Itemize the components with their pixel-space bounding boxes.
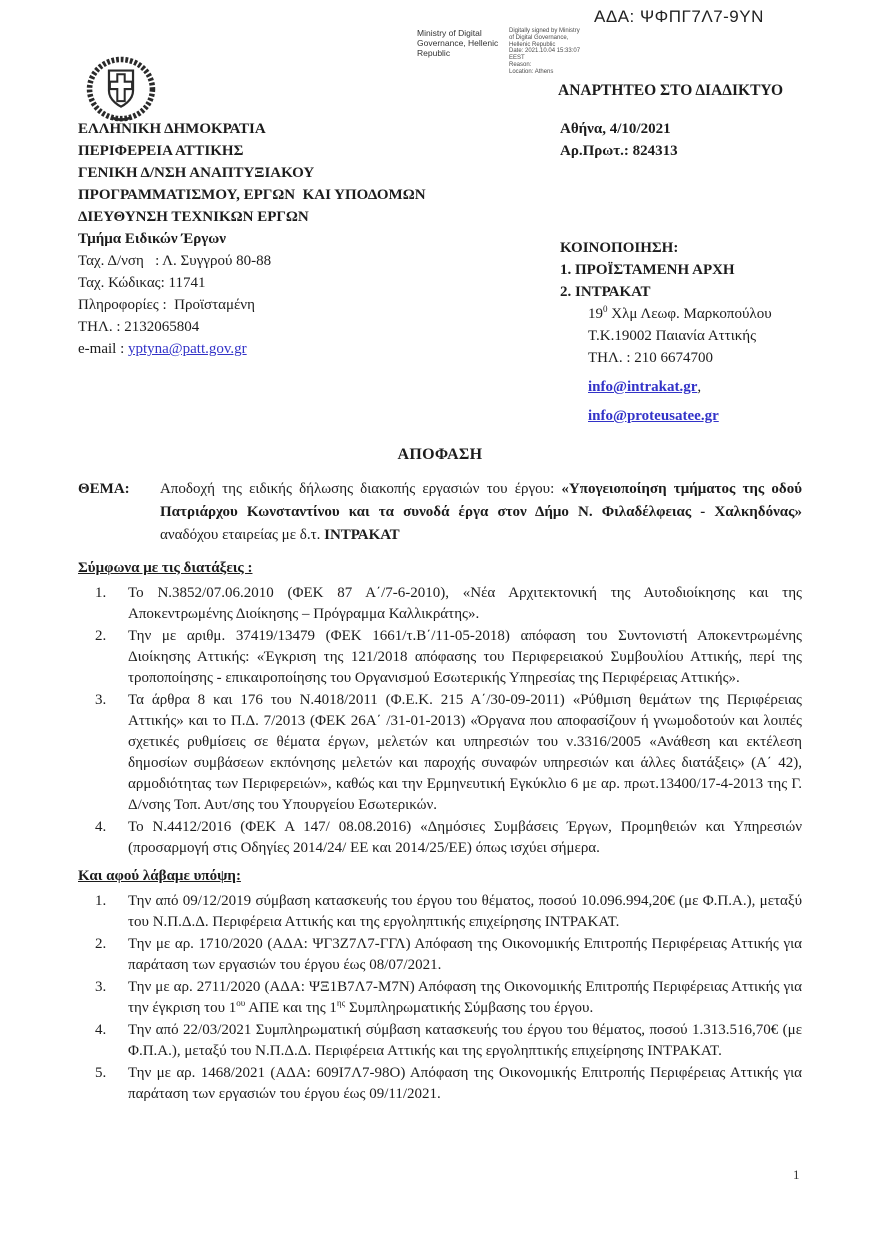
digital-signature-stamp bbox=[417, 28, 601, 76]
list-item: 1. Την από 09/12/2019 σύμβαση κατασκευής του έργου του θέματος, ποσού 10.096.994,20€ (με Φ.Π.Α.), μεταξύ του Ν.Π.Δ.Δ. Περιφέρεια Αττικής και της εργοληπτικής επιχείρησης ΙΝΤΡΑΚΑΤ. bbox=[95, 893, 802, 930]
subject-label: ΘΕΜΑ: bbox=[78, 481, 130, 497]
recipient-item: 1. ΠΡΟΪΣΤΑΜΕΝΗ ΑΡΧΗ bbox=[560, 262, 735, 278]
section2-heading: Και αφού λάβαμε υπόψη: bbox=[78, 868, 241, 884]
recipient-email-line bbox=[560, 405, 772, 427]
city-date: Αθήνα, 4/10/2021 bbox=[560, 121, 671, 137]
ada-code: ΑΔΑ: ΨΦΠΓ7Λ7-9ΥΝ bbox=[594, 7, 764, 26]
considerations-list bbox=[78, 891, 802, 1105]
signature-detail-line: Location: Athens bbox=[509, 68, 554, 75]
list-item: 5. Την με αρ. 1468/2021 (ΑΔΑ: 609Ι7Λ7-98Ο) Απόφαση της Οικονομικής Επιτροπής Περιφέρειας Αττικής για παράταση των εργασιών του έργου έως 09/11/2021. bbox=[95, 1065, 802, 1102]
subject-text: Αποδοχή της ειδικής δήλωσης διακοπής εργασιών του έργου: «Υπογειοποίηση τμήματος της οδού Πατριάρχου Κωνσταντίνου και τα συνοδά έργα στον Δήμο Ν. Φιλαδέλφειας - Χαλκηδόνας» αναδόχου εταιρείας με δ.τ. ΙΝΤΡΑΚΑΤ bbox=[160, 481, 803, 543]
recipient-email-line: info@intrakat.gr, bbox=[588, 379, 702, 395]
recipient-item: 2. ΙΝΤΡΑΚΑΤ bbox=[560, 284, 651, 300]
list-item: 3. Την με αρ. 2711/2020 (ΑΔΑ: ΨΞ1Β7Λ7-Μ7Ν) Απόφαση της Οικονομικής Επιτροπής Περιφέρειας Αττικής για την έγκριση του $1^{o\upsilon}$ ΑΠΕ και της $1^{\eta\varsigma}$ Συμπληρωματικής Σύμβασης του έργου. bbox=[95, 979, 802, 1016]
postal-code-line: Ταχ. Κώδικας: 11741 bbox=[78, 275, 206, 291]
recipients-block bbox=[560, 237, 772, 427]
email-line bbox=[78, 338, 426, 360]
main-content bbox=[78, 446, 802, 1107]
sender-email-link[interactable]: yptyna@patt.gov.gr bbox=[127, 341, 247, 357]
ordinal-superscript: 0 bbox=[603, 304, 608, 314]
legal-basis-list bbox=[78, 583, 802, 859]
date-protocol-block bbox=[560, 118, 678, 162]
decision-title: ΑΠΟΦΑΣΗ bbox=[397, 446, 483, 463]
internet-posting-label: ΑΝΑΡΤΗΤΕΟ ΣΤΟ ΔΙΑΔΙΚΤΥΟ bbox=[558, 82, 784, 99]
ordinal-superscript: ου bbox=[236, 998, 246, 1008]
org-line: ΔΙΕΥΘΥΝΣΗ ΤΕΧΝΙΚΩΝ ΕΡΓΩΝ bbox=[78, 209, 309, 225]
org-line: ΓΕΝΙΚΗ Δ/ΝΣΗ ΑΝΑΠΤΥΞΙΑΚΟΥ bbox=[78, 165, 315, 181]
proteus-email-link[interactable]: info@proteusatee.gr bbox=[588, 408, 719, 424]
email-label: e-mail : bbox=[78, 341, 128, 357]
list-item: 1. Το Ν.3852/07.06.2010 (ΦΕΚ 87 Α΄/7-6-2010), «Νέα Αρχιτεκτονική της Αυτοδιοίκησης και της Αποκεντρωμένης Διοίκησης – Πρόγραμμα Καλλικράτης». bbox=[95, 585, 802, 622]
phone-line: ΤΗΛ. : 2132065804 bbox=[78, 319, 200, 335]
org-line: ΠΕΡΙΦΕΡΕΙΑ ΑΤΤΙΚΗΣ bbox=[78, 143, 244, 159]
page-number: 1 bbox=[793, 1167, 800, 1182]
signature-detail-line: of Digital Governance, bbox=[509, 34, 569, 41]
list-item: 3. Τα άρθρα 8 και 176 του Ν.4018/2011 (Φ.Ε.Κ. 215 Α΄/30-09-2011) «Ρύθμιση θεμάτων της Περιφέρειας Αττικής» και το Π.Δ. 7/2013 (ΦΕΚ 26Α΄ /31-01-2013) «Όργανα που αποφασίζουν ή γνωμοδοτούν και λοιπές σχετικές ρυθμίσεις σε θέματα έργων, μελετών και υπηρεσιών του ν.3316/2005 «Ανάθεση και εκτέλεση δημοσίων συμβάσεων εκπόνησης μελετών και παροχής συναφών υπηρεσιών και άλλες διατάξεις» (Α΄ 42), αρμοδιότητας των Περιφερειών», καθώς και την Ερμηνευτική Εγκύκλιο 6 με αρ. πρωτ.13400/17-4-2013 της Γ. Δ/νσης Τοπ. Αυτ/σης του Υπουργείου Εσωτερικών. bbox=[95, 692, 802, 813]
sender-block bbox=[78, 118, 426, 360]
signature-detail-line: Digitally signed by Ministry bbox=[509, 28, 580, 34]
signature-detail-line: EEST bbox=[509, 55, 525, 62]
section1-heading: Σύμφωνα με τις διατάξεις : bbox=[78, 560, 253, 576]
department-line: Τμήμα Ειδικών Έργων bbox=[78, 231, 226, 247]
intrakat-email-link[interactable]: info@intrakat.gr bbox=[588, 379, 698, 395]
list-item: 2. Την με αριθμ. 37419/13479 (ΦΕΚ 1661/τ.Β΄/11-05-2018) απόφαση του Συντονιστή Αποκεντρωμένης Διοίκησης Αττικής: «Έγκριση της 121/2018 απόφασης του Περιφερειακού Συμβουλίου Αττικής, περί της τροποποίησης - επικαιροποίησης του Οργανισμού Εσωτερικής Υπηρεσίας της Περιφέρειας Αττικής». bbox=[95, 628, 802, 686]
recipient-address-line: $19^0$ Χλμ Λεωφ. Μαρκοπούλου bbox=[588, 304, 772, 322]
subject-paragraph bbox=[78, 478, 802, 547]
signature-detail-line: Reason: bbox=[509, 61, 532, 68]
info-line: Πληροφορίες : Προϊσταμένη bbox=[78, 297, 255, 313]
signature-detail-line: Date: 2021.10.04 15:33:07 bbox=[509, 48, 581, 55]
recipients-title: ΚΟΙΝΟΠΟΙΗΣΗ: bbox=[560, 240, 679, 256]
signature-details bbox=[509, 28, 601, 76]
list-item: 4. Το Ν.4412/2016 (ΦΕΚ Α 147/ 08.08.2016) «Δημόσιες Συμβάσεις Έργων, Προμηθειών και Υπηρεσιών (προσαρμογή στις Οδηγίες 2014/24/ ΕΕ και 2014/25/ΕΕ) όπως ισχύει σήμερα. bbox=[95, 819, 802, 856]
signature-detail-line: Hellenic Republic bbox=[509, 41, 556, 48]
org-line: ΠΡΟΓΡΑΜΜΑΤΙΣΜΟΥ, ΕΡΓΩΝ ΚΑΙ ΥΠΟΔΟΜΩΝ bbox=[78, 187, 426, 203]
list-item: 4. Την από 22/03/2021 Συμπληρωματική σύμβαση κατασκευής του έργου του θέματος, ποσού 1.313.516,70€ (με Φ.Π.Α.), μεταξύ του Ν.Π.Δ.Δ. Περιφέρεια Αττικής και της εργοληπτικής επιχείρησης ΙΝΤΡΑΚΑΤ. bbox=[95, 1022, 802, 1059]
signature-ministry-label: Ministry of Digital Governance, Hellenic Republic bbox=[417, 28, 499, 58]
protocol-number: Αρ.Πρωτ.: 824313 bbox=[560, 143, 678, 159]
org-line: ΕΛΛΗΝΙΚΗ ΔΗΜΟΚΡΑΤΙΑ bbox=[78, 121, 266, 137]
list-item: 2. Την με αρ. 1710/2020 (ΑΔΑ: ΨΓ3Ζ7Λ7-ΓΓΛ) Απόφαση της Οικονομικής Επιτροπής Περιφέρειας Αττικής για παράταση των εργασιών του έργου έως 08/07/2021. bbox=[95, 936, 802, 973]
postal-address-line: Ταχ. Δ/νση : Λ. Συγγρού 80-88 bbox=[78, 253, 272, 269]
recipient-address-line: Τ.Κ.19002 Παιανία Αττικής bbox=[588, 328, 757, 344]
ordinal-superscript: ης bbox=[336, 998, 346, 1008]
hellenic-republic-emblem-icon bbox=[84, 55, 158, 125]
recipient-phone-line: ΤΗΛ. : 210 6674700 bbox=[588, 350, 714, 366]
